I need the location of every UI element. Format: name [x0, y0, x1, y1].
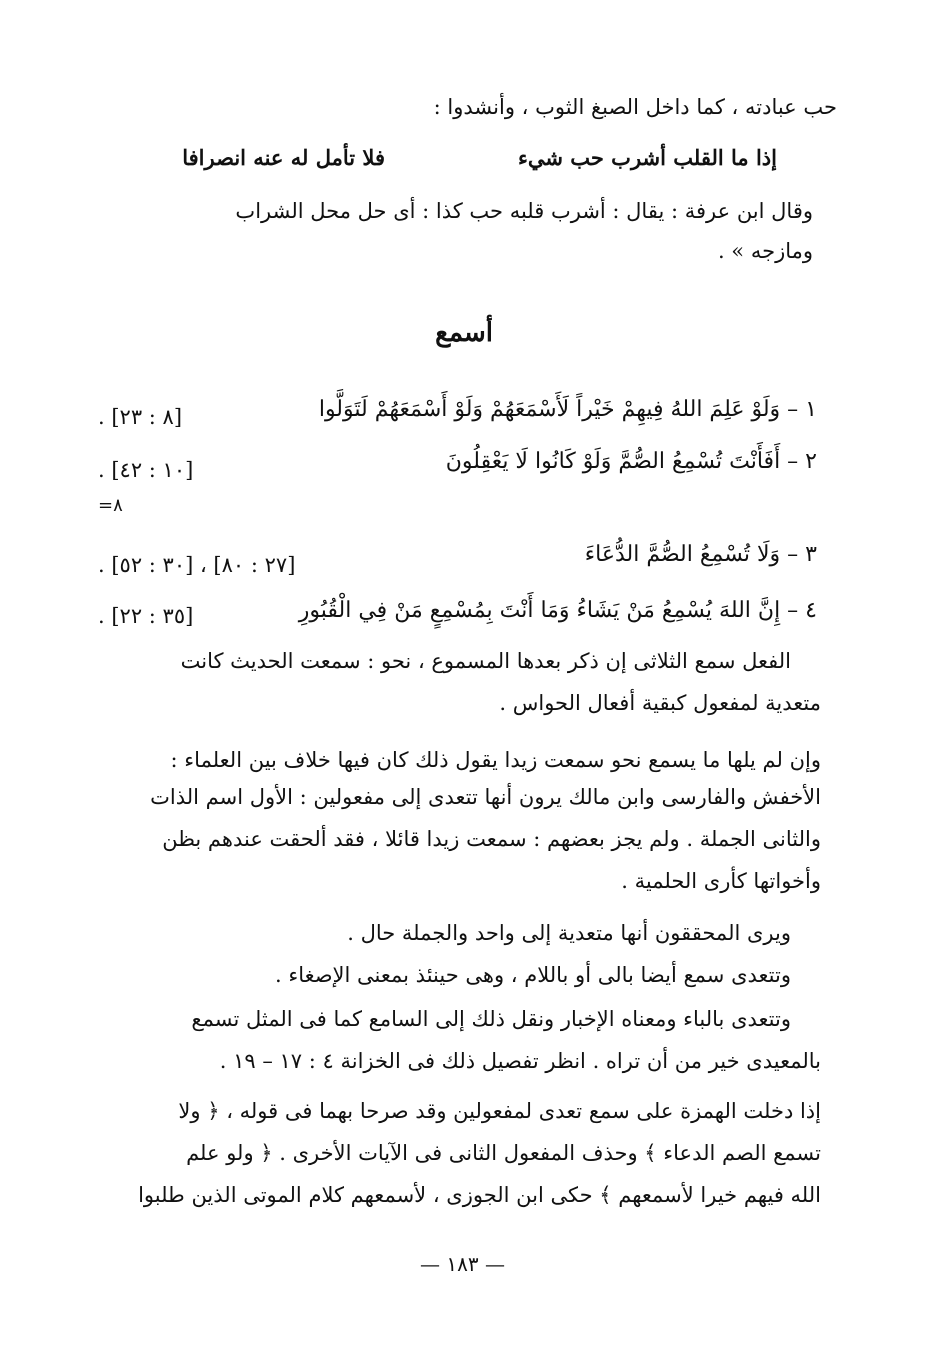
verse-note: ٨=: [98, 495, 123, 516]
paragraph-line-10: بالمعيدى خير من أن تراه . انظر تفصيل ذلك فى الخزانة ٤ : ١٧ – ١٩ .: [219, 1049, 821, 1073]
verse-1-ref: [٨ : ٢٣] .: [98, 405, 183, 429]
verse-3-ref: [٢٧ : ٨٠] ، [٣٠ : ٥٢] .: [98, 553, 296, 577]
paragraph-line-12: تسمع الصم الدعاء ﴾ وحذف المفعول الثانى فى الآيات الأخرى . ﴿ ولو علم: [186, 1141, 821, 1165]
verse-4-text: ٤ – إِنَّ اللهَ يُسْمِعُ مَنْ يَشَاءُ وَمَا أَنْتَ بِمُسْمِعٍ مَنْ فِي الْقُبُورِ: [298, 598, 817, 623]
verse-2-ref: [١٠ : ٤٢] .: [98, 458, 194, 482]
paragraph-line-11: إذا دخلت الهمزة على سمع تعدى لمفعولين وقد صرحا بهما فى قوله ، ﴿ ولا: [178, 1099, 821, 1123]
paragraph-line-2: متعدية لمفعول كبقية أفعال الحواس .: [499, 691, 821, 715]
paragraph-line-7: ويرى المحققون أنها متعدية إلى واحد والجملة حال .: [347, 921, 791, 945]
intro-line-3: وقال ابن عرفة : يقال : أشرب قلبه حب كذا : أى حل محل الشراب: [235, 199, 813, 223]
intro-line-4: ومازجه » .: [717, 239, 813, 263]
verse-1-text: ١ – وَلَوْ عَلِمَ اللهُ فِيهِمْ خَيْراً لَأَسْمَعَهُمْ وَلَوْ أَسْمَعَهُمْ لَتَوَلَّوا: [318, 397, 817, 422]
paragraph-line-9: وتتعدى بالباء ومعناه الإخبار ونقل ذلك إلى السامع كما فى المثل تسمع: [191, 1007, 791, 1031]
poem-hemistich-left: فلا تأمل له عنه انصرافا: [182, 145, 385, 170]
paragraph-line-4: الأخفش والفارسى وابن مالك يرون أنها تتعدى إلى مفعولين : الأول اسم الذات: [150, 785, 821, 809]
verse-4-ref: [٣٥ : ٢٢] .: [98, 604, 194, 628]
paragraph-line-13: الله فيهم خيرا لأسمعهم ﴾ حكى ابن الجوزى ، لأسمعهم كلام الموتى الذين طلبوا: [138, 1183, 821, 1207]
verse-3-text: ٣ – وَلَا تُسْمِعُ الصُّمَّ الدُّعَاءَ: [584, 542, 817, 567]
paragraph-line-8: وتتعدى سمع أيضا بالى أو باللام ، وهى حينئذ بمعنى الإصغاء .: [274, 963, 791, 987]
page-number: — ١٨٣ —: [420, 1252, 505, 1276]
paragraph-line-5: والثانى الجملة . ولم يجز بعضهم : سمعت زيدا قائلا ، فقد ألحقت عندهم بظن: [162, 827, 821, 851]
section-heading: أسمع: [435, 318, 493, 348]
verse-2-text: ٢ – أَفَأَنْتَ تُسْمِعُ الصُّمَّ وَلَوْ كَانُوا لَا يَعْقِلُونَ: [445, 449, 817, 474]
paragraph-line-6: وأخواتها كأرى الحلمية .: [621, 869, 821, 893]
intro-line-1: حب عبادته ، كما داخل الصبغ الثوب ، وأنشدوا :: [433, 95, 837, 119]
paragraph-line-3: وإن لم يلها ما يسمع نحو سمعت زيدا يقول ذلك كان فيها خلاف بين العلماء :: [170, 748, 821, 772]
paragraph-line-1: الفعل سمع الثلاثى إن ذكر بعدها المسموع ، نحو : سمعت الحديث كانت: [180, 649, 791, 673]
poem-hemistich-right: إذا ما القلب أشرب حب شيء: [517, 145, 777, 170]
